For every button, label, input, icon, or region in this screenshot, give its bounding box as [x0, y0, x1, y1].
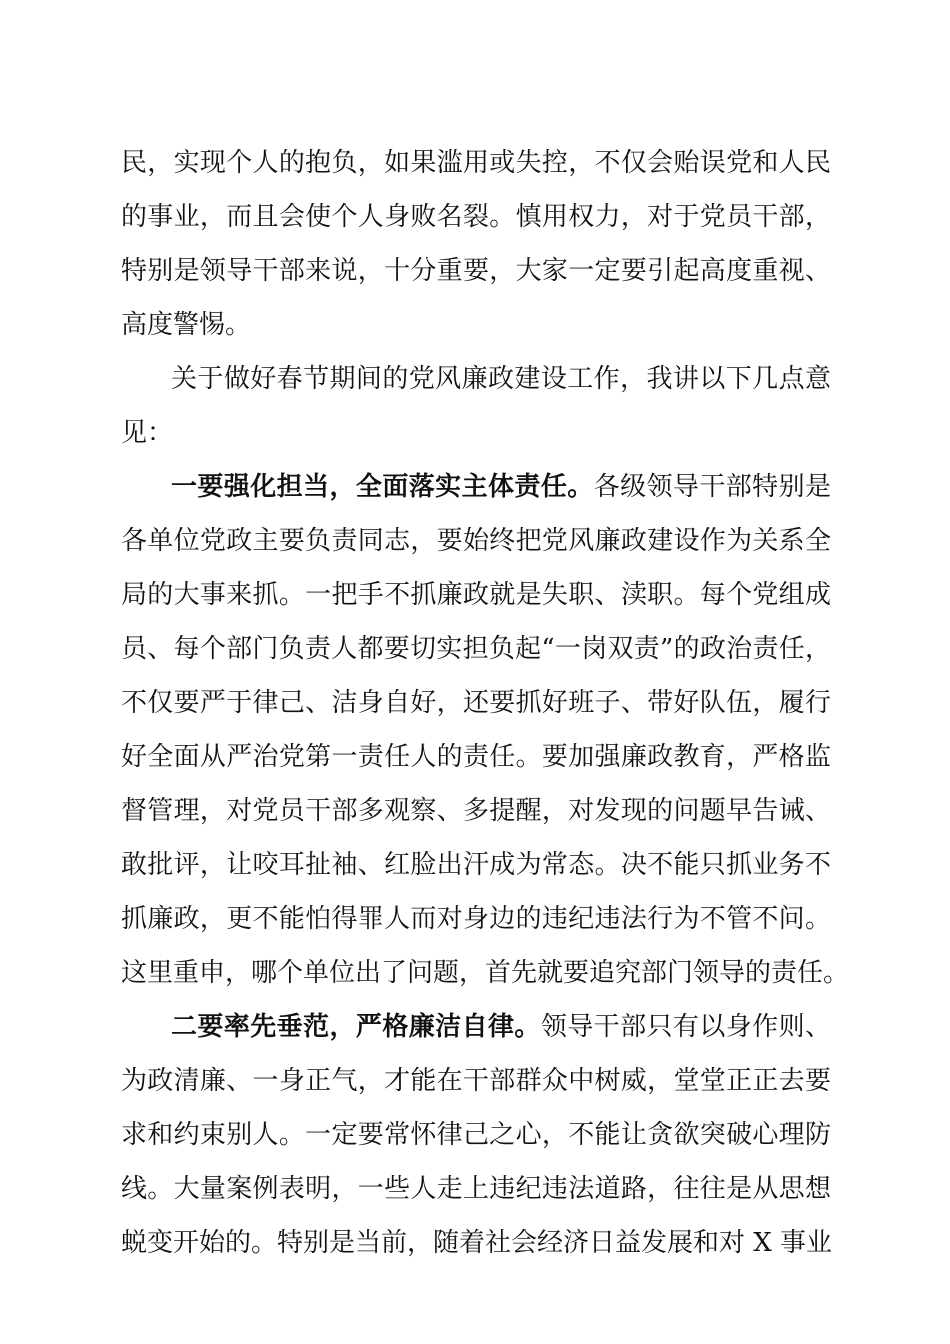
- text-line: [171, 460, 831, 514]
- section-heading: 一要强化担当，全面落实主体责任。: [171, 472, 594, 502]
- text-line: 蜕变开始的。特别是当前，随着社会经济日益发展和对 X 事业: [121, 1228, 833, 1258]
- text-line: 求和约束别人。一定要常怀律己之心，不能让贪欲突破心理防: [121, 1120, 831, 1150]
- text-line: 见：: [121, 418, 174, 448]
- section-heading: 二要率先垂范，严格廉洁自律。: [171, 1012, 541, 1042]
- text-run: 领导干部只有以身作则、: [540, 1012, 831, 1042]
- text-line: 关于做好春节期间的党风廉政建设工作，我讲以下几点意: [171, 364, 831, 394]
- text-line: 督管理，对党员干部多观察、多提醒，对发现的问题早告诫、: [121, 796, 831, 826]
- text-line: 敢批评，让咬耳扯袖、红脸出汗成为常态。决不能只抓业务不: [121, 850, 831, 880]
- text-line: 不仅要严于律己、洁身自好，还要抓好班子、带好队伍，履行: [121, 688, 831, 718]
- text-line: 线。大量案例表明，一些人走上违纪违法道路，往往是从思想: [121, 1174, 831, 1204]
- text-line: 抓廉政，更不能怕得罪人而对身边的违纪违法行为不管不问。: [121, 904, 831, 934]
- text-run: 各级领导干部特别是: [593, 472, 831, 502]
- text-line: 好全面从严治党第一责任人的责任。要加强廉政教育，严格监: [121, 742, 831, 772]
- text-line: 员、每个部门负责人都要切实担负起“一岗双责”的政治责任，: [121, 634, 831, 664]
- text-line: [171, 1000, 831, 1054]
- text-line: 民，实现个人的抱负，如果滥用或失控，不仅会贻误党和人民: [121, 148, 831, 178]
- text-line: 局的大事来抓。一把手不抓廉政就是失职、渎职。每个党组成: [121, 580, 831, 610]
- text-line: 特别是领导干部来说，十分重要，大家一定要引起高度重视、: [121, 256, 831, 286]
- text-line: 这里重申，哪个单位出了问题，首先就要追究部门领导的责任。: [121, 958, 850, 988]
- text-line: 各单位党政主要负责同志，要始终把党风廉政建设作为关系全: [121, 526, 831, 556]
- text-line: 高度警惕。: [121, 310, 252, 340]
- text-line: 的事业，而且会使个人身败名裂。慎用权力，对于党员干部，: [121, 202, 831, 232]
- text-line: 为政清廉、一身正气，才能在干部群众中树威，堂堂正正去要: [121, 1066, 831, 1096]
